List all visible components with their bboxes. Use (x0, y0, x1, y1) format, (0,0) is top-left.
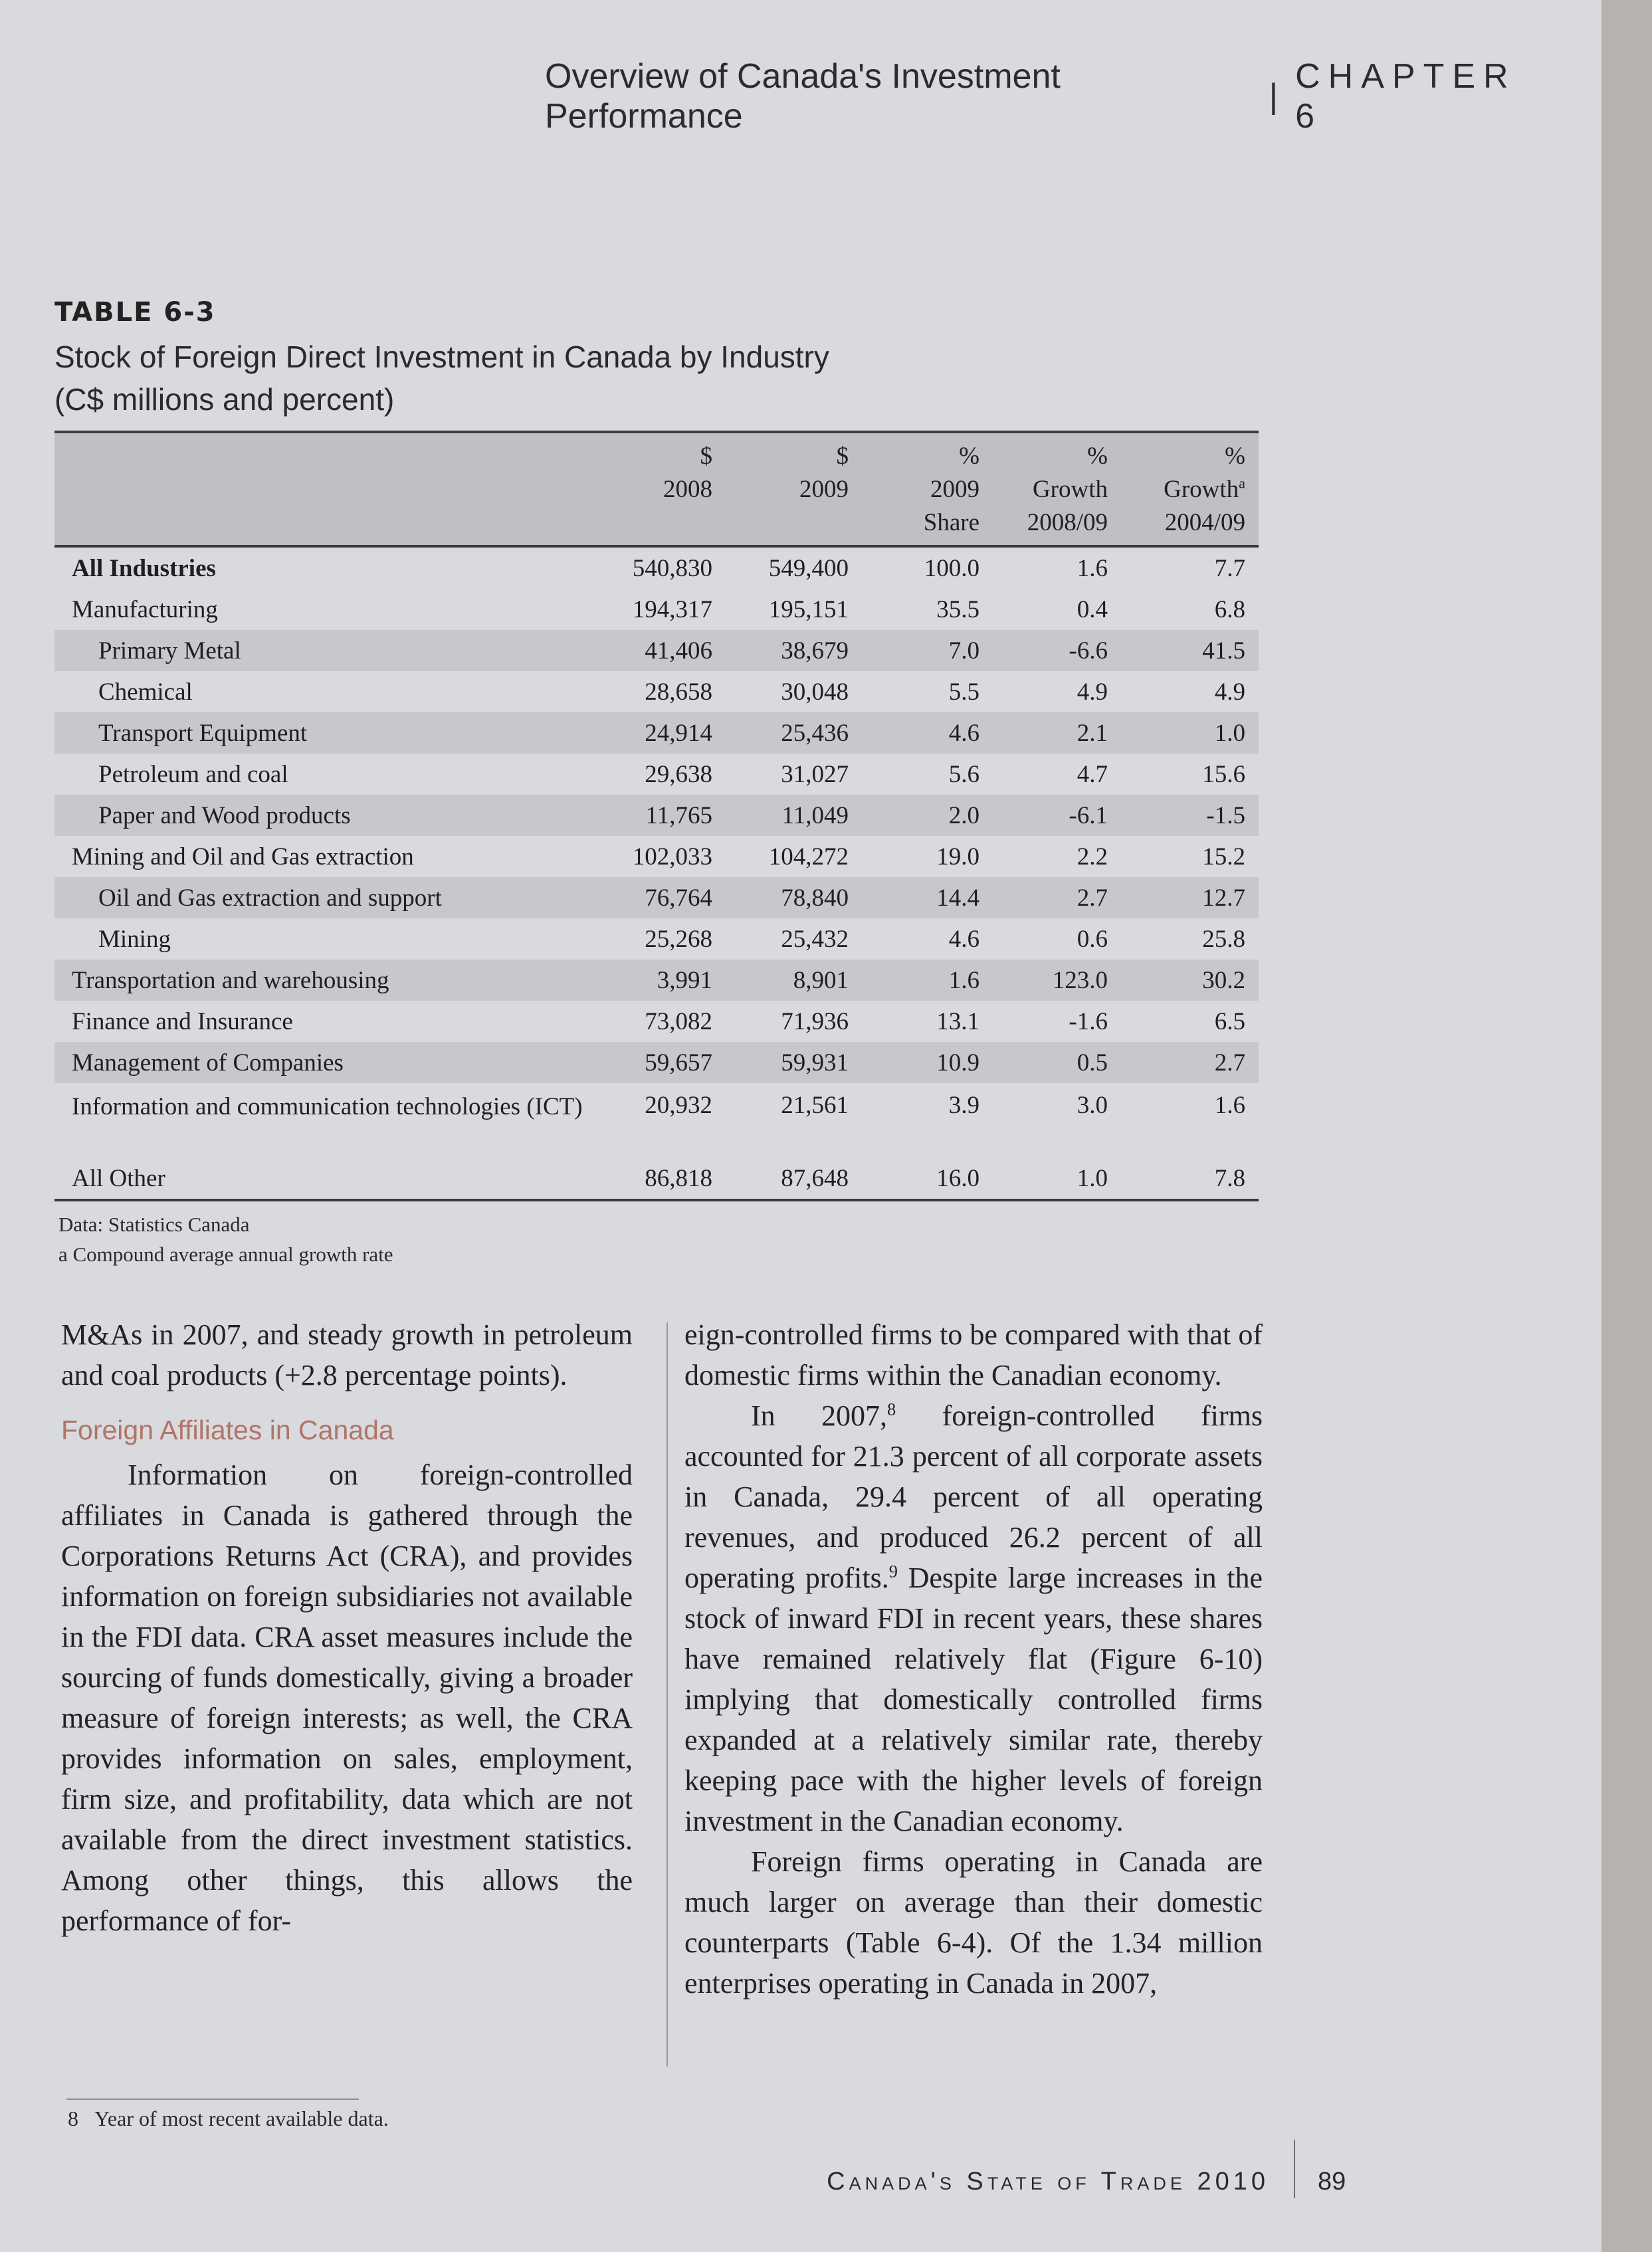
table-title (54, 336, 918, 421)
running-header-separator: | (1269, 77, 1279, 116)
row-value: 71,936 (781, 1007, 849, 1035)
row-value: 87,648 (781, 1164, 849, 1192)
row-value: 4.6 (862, 712, 993, 754)
row-value: 4.9 (1214, 678, 1245, 706)
source-note: Data: Statistics Canada (58, 1213, 250, 1236)
row-value: 8,901 (726, 960, 862, 1001)
row-value: 30,048 (781, 678, 849, 706)
row-value: 1.6 (1077, 554, 1108, 582)
row-value: 4.7 (1077, 760, 1108, 788)
running-header (545, 57, 1555, 136)
row-value: 4.9 (1077, 678, 1108, 706)
row-value: 11,049 (726, 795, 862, 836)
footnote (68, 2106, 389, 2131)
row-label: Transport Equipment (54, 712, 599, 754)
table-row (54, 1158, 1259, 1200)
row-value: 194,317 (632, 595, 712, 623)
row-label: All Industries (72, 554, 216, 582)
row-label: Management of Companies (54, 1042, 599, 1083)
row-value: 19.0 (936, 843, 980, 870)
table-row (54, 1042, 1259, 1083)
row-value: 28,658 (645, 678, 712, 706)
row-value: 3.0 (1077, 1092, 1108, 1119)
table-row (54, 754, 1259, 795)
header-cell-2009: $ 2009 (726, 432, 862, 546)
row-value: 59,931 (726, 1042, 862, 1083)
table-row (54, 918, 1259, 960)
row-value: 12.7 (1121, 877, 1259, 918)
header-cell-label (54, 432, 599, 546)
row-value: 14.4 (862, 877, 993, 918)
row-label: Finance and Insurance (72, 1007, 293, 1035)
row-value: -6.1 (993, 795, 1121, 836)
row-value: 2.2 (1077, 843, 1108, 870)
row-value: 0.5 (993, 1042, 1121, 1083)
table-row (54, 671, 1259, 712)
row-value: 7.7 (1214, 554, 1245, 582)
row-value: 2.7 (1121, 1042, 1259, 1083)
row-value: 5.6 (948, 760, 980, 788)
row-value: 16.0 (936, 1164, 980, 1192)
row-label: Petroleum and coal (98, 760, 288, 788)
row-value: 100.0 (924, 554, 980, 582)
row-value: -6.6 (993, 630, 1121, 671)
table-header-row (54, 432, 1259, 546)
section-heading: Foreign Affiliates in Canada (61, 1415, 394, 1445)
paragraph: In 2007,$^8$ foreign-controlled firms accounted for 21.3 percent of all corporate assets in Canada, 29.4 percent of all operating revenues, and produced 26.2 percent of all operating profits.$^9$ Despite large increases in the stock of inward FDI in recent years, these shares have remained relatively flat (Figure 6-10) implying that domestically controlled firms expanded at a relatively similar rate, thereby keeping pace with the higher levels of foreign investment in the Canadian economy. (684, 1399, 1263, 1837)
chapter-label: CHAPTER 6 (1295, 57, 1516, 136)
footnote-ref-9: 9 (888, 1561, 898, 1582)
row-value: 1.6 (862, 960, 993, 1001)
row-value: 549,400 (768, 554, 849, 582)
row-value: 41,406 (599, 630, 726, 671)
row-value: 0.4 (1077, 595, 1108, 623)
row-value: 3.9 (948, 1092, 980, 1119)
row-value: 73,082 (645, 1007, 712, 1035)
footnote-rule (66, 2098, 359, 2100)
table-row (54, 712, 1259, 754)
growth-note: a Compound average annual growth rate (58, 1243, 393, 1266)
table-row (54, 960, 1259, 1001)
row-value: -1.6 (1069, 1007, 1108, 1035)
row-value: 7.8 (1214, 1164, 1245, 1192)
row-value: 11,765 (599, 795, 726, 836)
row-label: Chemical (98, 678, 193, 706)
table-row (54, 836, 1259, 877)
row-value: 38,679 (726, 630, 862, 671)
row-value: 4.6 (948, 925, 980, 953)
footnote-text: Year of most recent available data. (94, 2106, 389, 2130)
text-column-right (684, 1314, 1263, 2003)
folio-rule (1294, 2140, 1295, 2198)
row-value: 25,268 (645, 925, 712, 953)
table-title-line2: (C$ millions and percent) (54, 382, 395, 417)
header-cell-growth-0809: % Growth 2008/09 (993, 432, 1121, 546)
row-value: 6.5 (1214, 1007, 1245, 1035)
row-value: 21,561 (781, 1092, 849, 1119)
row-label: Manufacturing (72, 595, 218, 623)
table-row (54, 546, 1259, 589)
row-value: 31,027 (781, 760, 849, 788)
row-value: 86,818 (645, 1164, 712, 1192)
row-value: 76,764 (599, 877, 726, 918)
row-label: Paper and Wood products (54, 795, 599, 836)
table-row (54, 795, 1259, 836)
running-footer: Canada's State of Trade 2010 (827, 2168, 1269, 2196)
row-value: 540,830 (632, 554, 712, 582)
row-label: Transportation and warehousing (54, 960, 599, 1001)
row-value: 3,991 (599, 960, 726, 1001)
paragraph: eign-controlled firms to be compared with that of domestic firms within the Canadian economy. (684, 1318, 1263, 1391)
row-label: Oil and Gas extraction and support (54, 877, 599, 918)
row-value: 7.0 (862, 630, 993, 671)
row-value: 30.2 (1121, 960, 1259, 1001)
column-divider (667, 1322, 668, 2067)
paragraph: Information on foreign-controlled affiliates in Canada is gathered through the Corporations Returns Act (CRA), and provides information on foreign subsidiaries not available in the FDI data. CRA asset measures include the sourcing of funds domestically, giving a broader measure of foreign interests; as well, the CRA provides information on sales, employment, firm size, and profitability, data which are not available from the direct investment statistics. Among other things, this allows the performance of for- (61, 1459, 633, 1937)
table-notes (58, 1209, 393, 1269)
row-value: 1.0 (1077, 1164, 1108, 1192)
row-value: 104,272 (768, 843, 849, 870)
row-value: 2.0 (862, 795, 993, 836)
table-row (54, 877, 1259, 918)
table-title-line1: Stock of Foreign Direct Investment in Canada by Industry (54, 340, 829, 374)
page-number: 89 (1318, 2168, 1346, 2196)
table-row (54, 589, 1259, 630)
row-value: 6.8 (1214, 595, 1245, 623)
row-label: Mining (98, 925, 171, 953)
paragraph: Foreign firms operating in Canada are much larger on average than their domestic counterparts (Table 6-4). Of the 1.34 million enterprises operating in Canada in 2007, (684, 1845, 1263, 1999)
row-value: 1.6 (1214, 1092, 1245, 1119)
row-value: 25.8 (1202, 925, 1245, 953)
header-cell-share: % 2009 Share (862, 432, 993, 546)
running-header-title: Overview of Canada's Investment Performance (545, 57, 1061, 136)
text-column-left (61, 1314, 633, 1941)
row-value: 24,914 (599, 712, 726, 754)
footnote-number: 8 (68, 2106, 78, 2130)
paragraph: M&As in 2007, and steady growth in petroleum and coal products (+2.8 percentage points). (61, 1318, 633, 1391)
row-value: -1.5 (1121, 795, 1259, 836)
row-value: 29,638 (645, 760, 712, 788)
row-label: Mining and Oil and Gas extraction (72, 843, 414, 870)
header-cell-growth-0409: % Growth$^a$ 2004/09 (1121, 432, 1259, 546)
row-value: 195,151 (768, 595, 849, 623)
table-body (54, 546, 1259, 1200)
table-label: TABLE 6-3 (54, 297, 216, 328)
row-label: Primary Metal (54, 630, 599, 671)
row-value: 2.1 (993, 712, 1121, 754)
row-value: 20,932 (645, 1092, 712, 1119)
row-value: 25,436 (726, 712, 862, 754)
row-value: 123.0 (993, 960, 1121, 1001)
table-row (54, 1083, 1259, 1158)
table-row (54, 1001, 1259, 1042)
row-value: 5.5 (948, 678, 980, 706)
row-value: 59,657 (599, 1042, 726, 1083)
row-value: 2.7 (993, 877, 1121, 918)
header-cell-2008: $ 2008 (599, 432, 726, 546)
growth-footnote-marker: a (1239, 474, 1245, 492)
row-value: 41.5 (1121, 630, 1259, 671)
row-value: 25,432 (781, 925, 849, 953)
row-label: Information and communication technologies (ICT) (72, 1093, 583, 1120)
page-edge (1601, 0, 1652, 2252)
row-value: 10.9 (862, 1042, 993, 1083)
row-value: 0.6 (1077, 925, 1108, 953)
row-value: 102,033 (632, 843, 712, 870)
row-label: All Other (72, 1164, 165, 1192)
row-value: 15.6 (1202, 760, 1245, 788)
row-value: 13.1 (936, 1007, 980, 1035)
row-value: 1.0 (1121, 712, 1259, 754)
row-value: 35.5 (936, 595, 980, 623)
row-value: 78,840 (726, 877, 862, 918)
table-row (54, 630, 1259, 671)
fdi-table (54, 431, 1259, 1201)
footnote-ref-8: 8 (887, 1399, 896, 1419)
row-value: 15.2 (1202, 843, 1245, 870)
